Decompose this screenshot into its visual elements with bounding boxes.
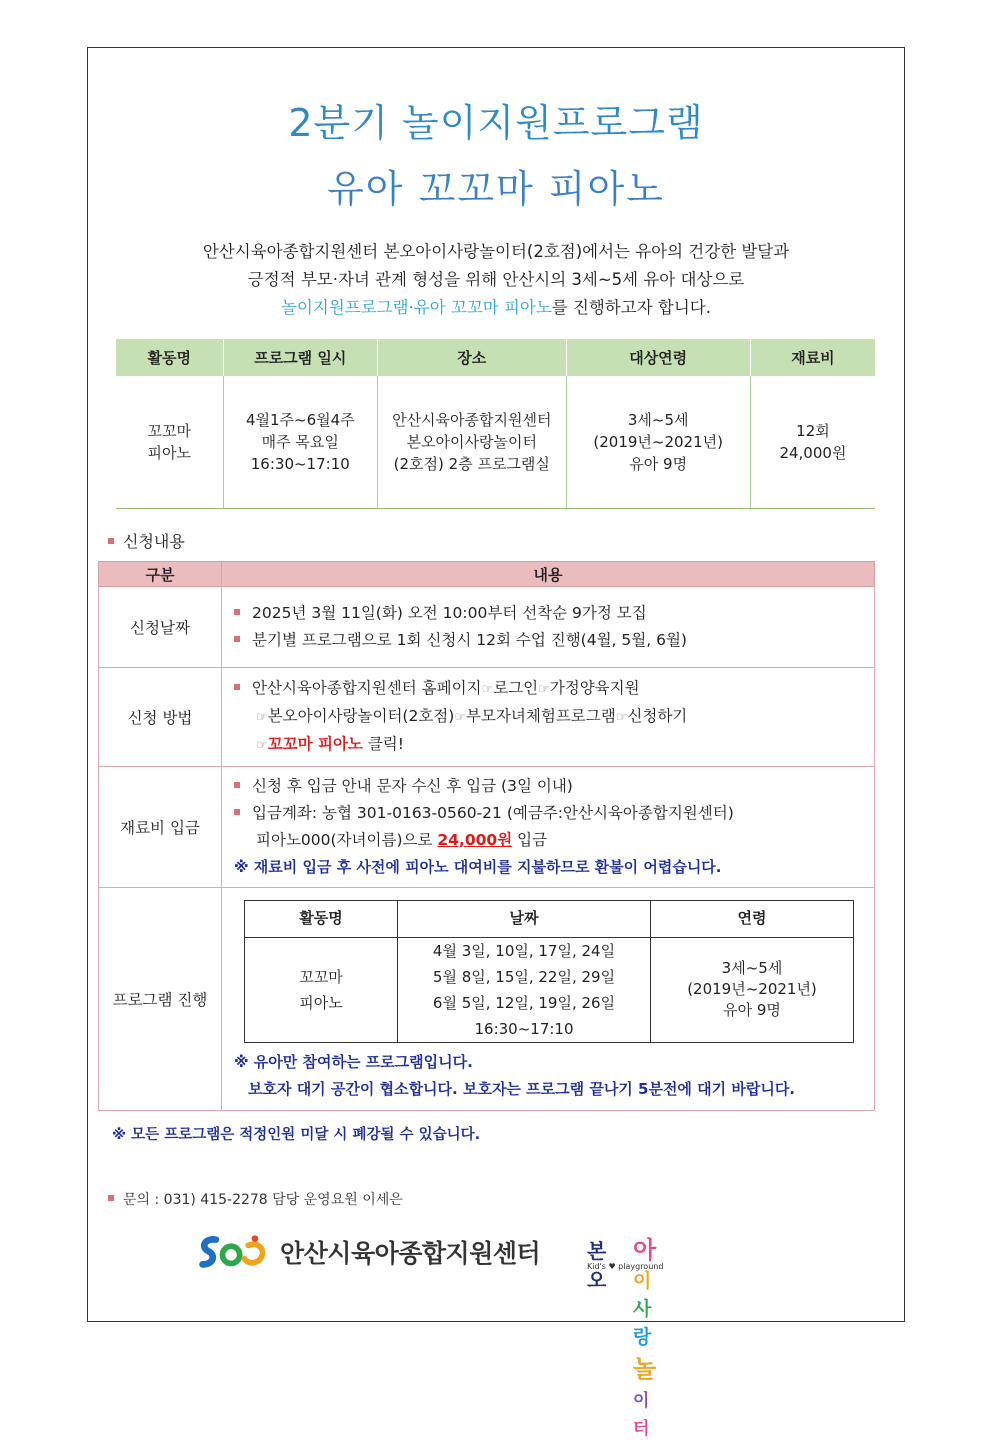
info-name-line: 꼬꼬마 [147, 422, 191, 440]
info-cell-schedule [223, 376, 378, 509]
schedule-header-name: 활동명 [245, 900, 398, 937]
pointing-hand-icon: ☞ [256, 710, 268, 725]
info-place-line: 안산시육아종합지원센터 [392, 411, 552, 429]
apply-label-method: 신청 방법 [99, 668, 222, 767]
schedule-name-line: 피아노 [299, 993, 343, 1012]
method-step: 클릭! [362, 735, 404, 753]
schedule-age-line: (2019년~2021년) [687, 980, 817, 998]
fee-text: 신청 후 입금 안내 문자 수신 후 입금 (3일 이내) [252, 777, 573, 795]
pointing-hand-icon: ☞ [256, 738, 268, 753]
apply-header-row [99, 562, 875, 587]
schedule-date-line: 6월 5일, 12일, 19일, 26일 [432, 993, 616, 1012]
schedule-cell-age [651, 937, 854, 1042]
intro-line-3-rest: 를 진행하고자 합니다. [551, 298, 711, 317]
fee-text: 피아노000(자녀이름)으로 [256, 831, 438, 849]
pointing-hand-icon: ☞ [454, 710, 466, 725]
list-item [234, 627, 864, 654]
method-line-3 [234, 731, 864, 759]
progress-note-1: ※ 유아만 참여하는 프로그램입니다. [234, 1052, 473, 1071]
info-header-name: 활동명 [116, 339, 223, 376]
info-cell-fee [750, 376, 875, 509]
schedule-date-line: 5월 8일, 15일, 22일, 29일 [432, 967, 616, 986]
pointing-hand-icon: ☞ [481, 682, 494, 697]
info-place-line: 본오아이사랑놀이터 [406, 433, 537, 451]
schedule-table [244, 900, 854, 1043]
intro-line-2: 긍정적 부모·자녀 관계 형성을 위해 안산시의 3세~5세 유아 대상으로 [247, 270, 745, 289]
brand-letter: 아 [633, 1236, 657, 1264]
method-step: 신청하기 [627, 707, 688, 725]
apply-date-text: 2025년 3월 11일(화) 오전 10:00부터 선착순 9가정 모집 [252, 604, 647, 622]
apply-header-content: 내용 [222, 562, 875, 587]
square-bullet-icon [234, 636, 240, 642]
method-text: 안산시육아종합지원센터 홈페이지 [252, 679, 482, 697]
center-logo-icon [193, 1232, 273, 1272]
brand-prefix: 본오 [587, 1239, 607, 1292]
brand-letter: 이 [633, 1391, 650, 1411]
info-fee-line: 12회 [796, 422, 830, 440]
fee-text: 입금계좌: 농협 301-0163-0560-21 (예금주:안산시육아종합지원센터) [252, 804, 734, 822]
schedule-name-line: 꼬꼬마 [299, 967, 343, 986]
apply-row-date [99, 587, 875, 668]
list-item [234, 600, 864, 627]
square-bullet-icon [234, 809, 240, 815]
method-line-2 [234, 703, 864, 731]
org-name: 안산시육아종합지원센터 [280, 1239, 541, 1268]
schedule-header-date: 날짜 [398, 900, 651, 937]
brand-letter: 사 [633, 1298, 652, 1320]
apply-content-method [222, 668, 875, 767]
application-table [98, 561, 875, 1111]
info-header-place: 장소 [378, 339, 566, 376]
brand-letter: 이 [633, 1270, 652, 1292]
progress-note-2: 보호자 대기 공간이 협소합니다. 보호자는 프로그램 끝나기 5분전에 대기 바랍니다. [248, 1079, 796, 1098]
method-step: 가정양육지원 [549, 679, 640, 697]
intro-paragraph [0, 238, 992, 322]
method-step-highlight: 꼬꼬마 피아노 [267, 735, 363, 753]
schedule-cell-name [245, 937, 398, 1042]
info-data-row [116, 376, 875, 509]
square-bullet-icon [234, 609, 240, 615]
info-cell-place [378, 376, 566, 509]
apply-content-progress [222, 888, 875, 1111]
apply-row-fee [99, 767, 875, 888]
info-header-row [116, 339, 875, 376]
page-title: 2분기 놀이지원프로그램 [288, 101, 704, 145]
intro-line-3 [0, 294, 992, 322]
schedule-date-line: 16:30~17:10 [474, 1019, 574, 1038]
schedule-header-row [245, 900, 854, 937]
apply-label-progress: 프로그램 진행 [99, 888, 222, 1111]
info-header-fee: 재료비 [750, 339, 875, 376]
info-age-line: 유아 9명 [629, 455, 688, 473]
closing-notice: ※ 모든 프로그램은 적정인원 미달 시 폐강될 수 있습니다. [112, 1127, 481, 1143]
method-step: 본오아이사랑놀이터(2호점) [267, 707, 455, 725]
apply-label-date: 신청날짜 [99, 587, 222, 668]
apply-header-category: 구분 [99, 562, 222, 587]
brand-letter: 놀 [633, 1355, 657, 1383]
list-item [234, 800, 864, 827]
schedule-age-line: 유아 9명 [723, 1001, 781, 1019]
pointing-hand-icon: ☞ [615, 710, 628, 725]
section-heading-text: 신청내용 [123, 532, 185, 551]
apply-date-text: 분기별 프로그램으로 1회 신청시 12회 수업 진행(4월, 5월, 6월) [252, 631, 687, 649]
square-bullet-icon [108, 538, 114, 544]
info-place-line: (2호점) 2층 프로그램실 [393, 455, 550, 473]
square-bullet-icon [108, 1195, 114, 1201]
fee-note: ※ 재료비 입금 후 사전에 피아노 대여비를 지불하므로 환불이 어렵습니다. [234, 858, 722, 876]
list-item [234, 773, 864, 800]
schedule-header-age: 연령 [651, 900, 854, 937]
fee-amount-line [234, 827, 864, 854]
info-fee-line: 24,000원 [779, 444, 847, 462]
schedule-age-line: 3세~5세 [721, 959, 783, 977]
schedule-cell-dates [398, 937, 651, 1042]
apply-label-fee: 재료비 입금 [99, 767, 222, 888]
info-age-line: (2019년~2021년) [593, 433, 723, 451]
fee-amount: 24,000원 [437, 831, 513, 849]
schedule-date-line: 4월 3일, 10일, 17일, 24일 [432, 941, 616, 960]
pointing-hand-icon: ☞ [538, 682, 550, 697]
info-schedule-line: 4월1주~6월4주 [245, 411, 355, 429]
info-header-age: 대상연령 [566, 339, 750, 376]
brand-tagline: Kid's ♥ playground [587, 1262, 664, 1271]
apply-row-method [99, 668, 875, 767]
brand-letter: 터 [633, 1419, 650, 1439]
contact-text: 문의 : 031) 415-2278 담당 운영요원 이세은 [123, 1192, 403, 1208]
method-step: 부모자녀체험프로그램 [465, 707, 616, 725]
contact-info [108, 1189, 403, 1209]
info-header-schedule: 프로그램 일시 [223, 339, 378, 376]
info-name-line: 피아노 [147, 444, 191, 462]
square-bullet-icon [234, 782, 240, 788]
info-cell-age [566, 376, 750, 509]
page-subtitle: 유아 꼬꼬마 피아노 [327, 167, 665, 211]
info-schedule-line: 매주 목요일 [261, 433, 339, 451]
fee-text: 입금 [512, 831, 548, 849]
apply-row-progress [99, 888, 875, 1111]
info-schedule-line: 16:30~17:10 [250, 455, 350, 473]
program-info-table [116, 339, 875, 509]
method-line-1 [234, 675, 864, 703]
apply-content-date [222, 587, 875, 668]
info-age-line: 3세~5세 [627, 411, 689, 429]
apply-content-fee [222, 767, 875, 888]
section-heading [108, 529, 185, 552]
brand-letter: 랑 [633, 1326, 652, 1348]
intro-highlight: 놀이지원프로그램·유아 꼬꼬마 피아노 [281, 298, 552, 317]
intro-line-1: 안산시육아종합지원센터 본오아이사랑놀이터(2호점)에서는 유아의 건강한 발달과 [202, 242, 790, 261]
info-cell-name [116, 376, 223, 509]
method-step: 로그인 [493, 679, 539, 697]
square-bullet-icon [234, 684, 240, 690]
schedule-data-row [245, 937, 854, 1042]
